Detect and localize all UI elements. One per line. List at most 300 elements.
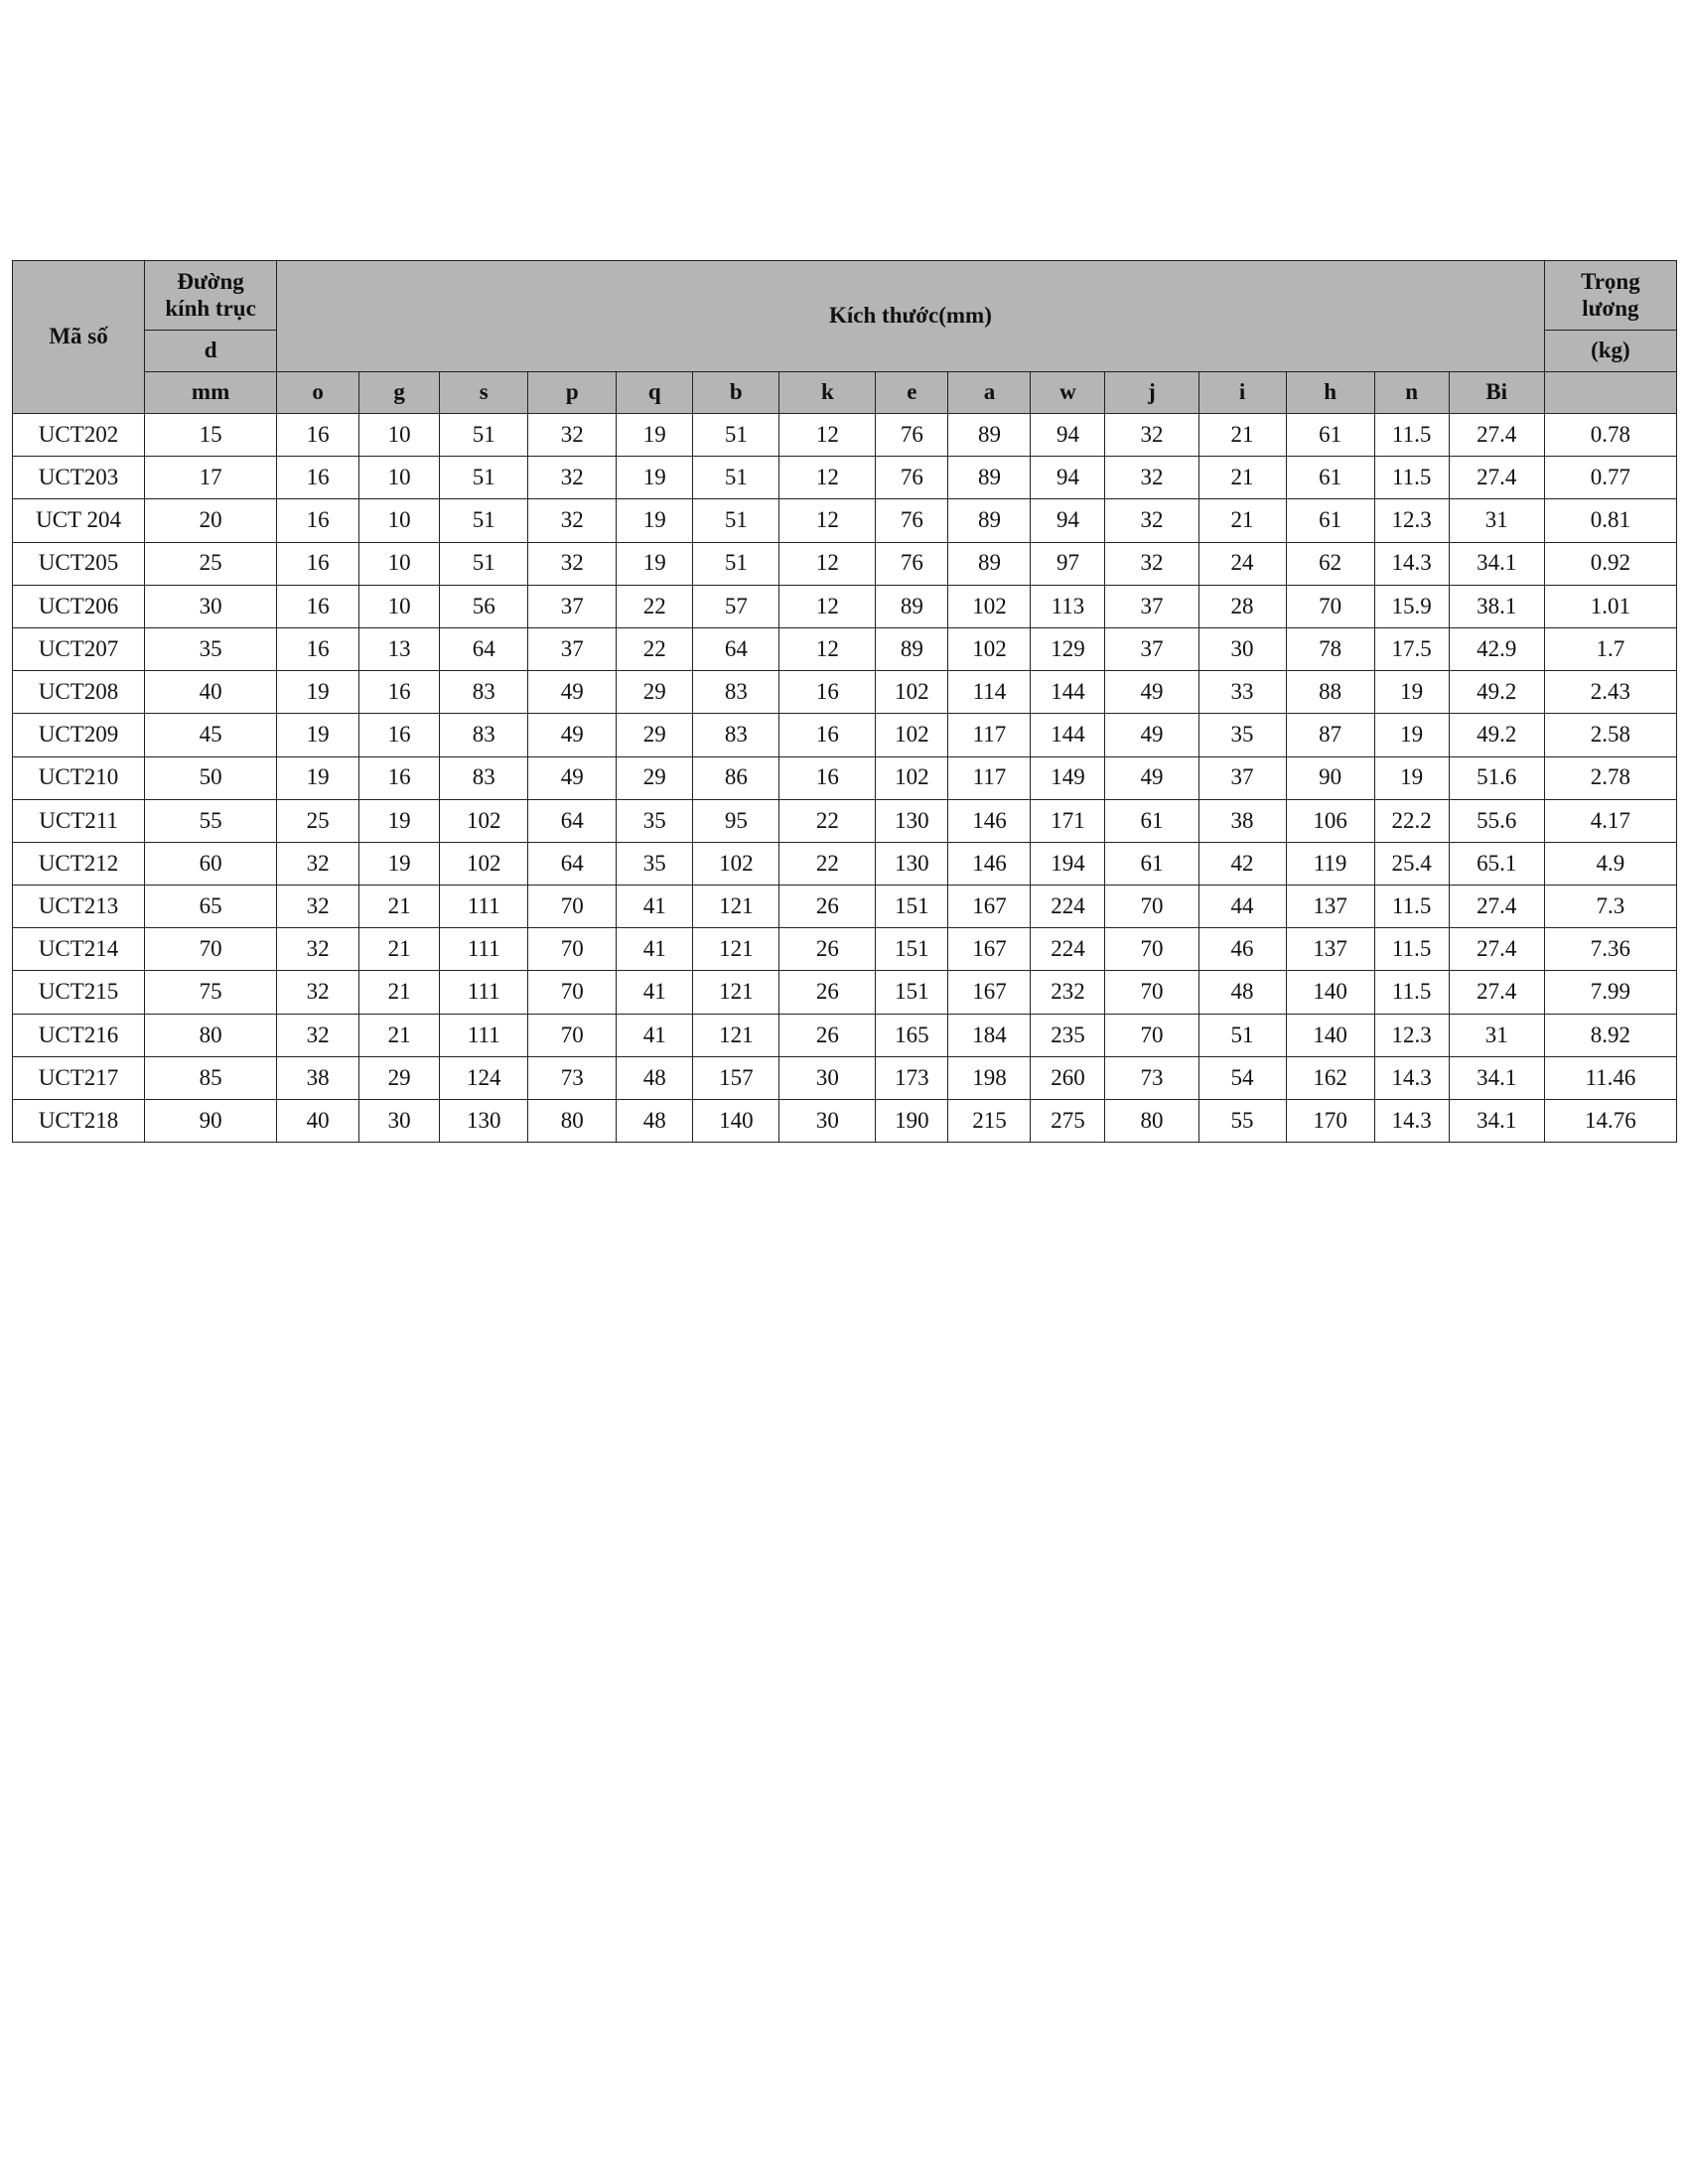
table-cell: 121 [693, 971, 779, 1014]
dimension-column-header: Bi [1449, 372, 1544, 414]
table-cell: 51 [440, 414, 528, 457]
product-code-cell: UCT209 [13, 714, 145, 756]
table-cell: 51 [693, 457, 779, 499]
table-cell: 48 [617, 1056, 693, 1099]
table-cell: 32 [1105, 414, 1198, 457]
table-cell: 80 [145, 1014, 277, 1056]
table-cell: 41 [617, 1014, 693, 1056]
table-cell: 19 [1374, 756, 1449, 799]
table-cell: 16 [779, 756, 876, 799]
table-cell: 102 [440, 842, 528, 885]
table-row [13, 1014, 1677, 1056]
shaft-header-line1: Đường [177, 269, 244, 295]
table-cell: 37 [1105, 585, 1198, 627]
table-cell: 32 [528, 457, 617, 499]
table-cell: 49.2 [1449, 671, 1544, 714]
table-cell: 16 [359, 714, 440, 756]
table-cell: 76 [876, 457, 948, 499]
table-cell: 64 [440, 627, 528, 670]
table-cell: 16 [277, 627, 359, 670]
table-cell: 27.4 [1449, 457, 1544, 499]
table-cell: 61 [1105, 799, 1198, 842]
table-cell: 51 [693, 414, 779, 457]
table-cell: 102 [876, 671, 948, 714]
table-cell: 19 [277, 671, 359, 714]
table-cell: 16 [277, 585, 359, 627]
table-cell: 16 [779, 671, 876, 714]
table-row [13, 627, 1677, 670]
table-cell: 14.3 [1374, 1100, 1449, 1143]
table-cell: 55 [145, 799, 277, 842]
product-code-cell: UCT212 [13, 842, 145, 885]
table-cell: 26 [779, 971, 876, 1014]
table-cell: 56 [440, 585, 528, 627]
table-cell: 32 [277, 886, 359, 928]
table-cell: 32 [1105, 457, 1198, 499]
table-cell: 32 [1105, 542, 1198, 585]
table-cell: 80 [528, 1100, 617, 1143]
dimension-column-header: o [277, 372, 359, 414]
table-cell: 0.81 [1544, 499, 1676, 542]
table-cell: 86 [693, 756, 779, 799]
table-cell: 8.92 [1544, 1014, 1676, 1056]
table-cell: 113 [1031, 585, 1105, 627]
table-cell: 11.5 [1374, 971, 1449, 1014]
table-cell: 32 [1105, 499, 1198, 542]
table-cell: 32 [528, 542, 617, 585]
table-cell: 21 [359, 1014, 440, 1056]
table-cell: 21 [359, 928, 440, 971]
table-cell: 38 [1198, 799, 1286, 842]
table-cell: 46 [1198, 928, 1286, 971]
table-cell: 10 [359, 585, 440, 627]
dimension-column-header: n [1374, 372, 1449, 414]
table-body [13, 414, 1677, 1143]
table-cell: 70 [1105, 886, 1198, 928]
table-cell: 16 [277, 457, 359, 499]
shaft-header-line2: kính trục [165, 295, 256, 321]
table-cell: 102 [948, 627, 1031, 670]
table-cell: 102 [876, 756, 948, 799]
table-row [13, 714, 1677, 756]
table-cell: 19 [617, 457, 693, 499]
table-cell: 62 [1286, 542, 1374, 585]
table-cell: 21 [1198, 414, 1286, 457]
table-cell: 70 [145, 928, 277, 971]
table-cell: 10 [359, 414, 440, 457]
table-cell: 12 [779, 499, 876, 542]
table-cell: 14.3 [1374, 1056, 1449, 1099]
table-cell: 19 [617, 499, 693, 542]
table-cell: 64 [528, 799, 617, 842]
table-cell: 70 [528, 928, 617, 971]
dimension-column-header: w [1031, 372, 1105, 414]
table-cell: 146 [948, 799, 1031, 842]
table-cell: 11.46 [1544, 1056, 1676, 1099]
table-cell: 44 [1198, 886, 1286, 928]
table-cell: 35 [617, 842, 693, 885]
table-cell: 151 [876, 928, 948, 971]
table-row [13, 542, 1677, 585]
table-cell: 173 [876, 1056, 948, 1099]
product-code-cell: UCT208 [13, 671, 145, 714]
table-cell: 198 [948, 1056, 1031, 1099]
table-cell: 37 [1105, 627, 1198, 670]
table-cell: 149 [1031, 756, 1105, 799]
table-cell: 17.5 [1374, 627, 1449, 670]
product-code-cell: UCT 204 [13, 499, 145, 542]
table-cell: 70 [1286, 585, 1374, 627]
table-cell: 89 [948, 457, 1031, 499]
product-code-cell: UCT214 [13, 928, 145, 971]
table-cell: 89 [948, 499, 1031, 542]
table-cell: 51 [693, 499, 779, 542]
table-row [13, 842, 1677, 885]
table-cell: 37 [1198, 756, 1286, 799]
table-cell: 34.1 [1449, 542, 1544, 585]
table-cell: 7.99 [1544, 971, 1676, 1014]
table-cell: 78 [1286, 627, 1374, 670]
table-cell: 51 [693, 542, 779, 585]
dimension-column-header: g [359, 372, 440, 414]
table-cell: 32 [528, 499, 617, 542]
weight-header-line2: lương [1582, 295, 1639, 321]
table-cell: 140 [1286, 1014, 1374, 1056]
table-row [13, 886, 1677, 928]
table-row [13, 414, 1677, 457]
table-cell: 24 [1198, 542, 1286, 585]
table-cell: 29 [359, 1056, 440, 1099]
table-cell: 111 [440, 971, 528, 1014]
table-cell: 76 [876, 414, 948, 457]
table-cell: 232 [1031, 971, 1105, 1014]
table-cell: 102 [876, 714, 948, 756]
table-cell: 17 [145, 457, 277, 499]
table-cell: 194 [1031, 842, 1105, 885]
table-cell: 121 [693, 928, 779, 971]
table-cell: 34.1 [1449, 1056, 1544, 1099]
table-cell: 30 [779, 1100, 876, 1143]
table-cell: 27.4 [1449, 971, 1544, 1014]
table-cell: 1.7 [1544, 627, 1676, 670]
table-cell: 54 [1198, 1056, 1286, 1099]
table-cell: 2.43 [1544, 671, 1676, 714]
table-cell: 35 [617, 799, 693, 842]
table-cell: 170 [1286, 1100, 1374, 1143]
table-cell: 89 [948, 414, 1031, 457]
shaft-symbol-header: d [145, 331, 277, 372]
table-row [13, 928, 1677, 971]
product-code-cell: UCT205 [13, 542, 145, 585]
table-cell: 144 [1031, 714, 1105, 756]
dimension-column-header: b [693, 372, 779, 414]
table-cell: 157 [693, 1056, 779, 1099]
table-cell: 137 [1286, 886, 1374, 928]
table-cell: 167 [948, 886, 1031, 928]
table-row [13, 499, 1677, 542]
table-cell: 19 [617, 542, 693, 585]
product-code-cell: UCT218 [13, 1100, 145, 1143]
table-cell: 65 [145, 886, 277, 928]
weight-header [1544, 261, 1676, 331]
table-cell: 184 [948, 1014, 1031, 1056]
table-cell: 22 [779, 842, 876, 885]
product-code-cell: UCT215 [13, 971, 145, 1014]
table-cell: 83 [440, 671, 528, 714]
table-row [13, 671, 1677, 714]
table-cell: 140 [1286, 971, 1374, 1014]
dimension-column-header: a [948, 372, 1031, 414]
table-cell: 89 [876, 585, 948, 627]
table-cell: 76 [876, 542, 948, 585]
table-cell: 83 [440, 714, 528, 756]
table-cell: 49 [1105, 714, 1198, 756]
table-row [13, 1100, 1677, 1143]
table-cell: 29 [617, 714, 693, 756]
table-cell: 10 [359, 542, 440, 585]
table-cell: 94 [1031, 457, 1105, 499]
table-cell: 151 [876, 971, 948, 1014]
table-cell: 33 [1198, 671, 1286, 714]
table-cell: 7.3 [1544, 886, 1676, 928]
table-cell: 97 [1031, 542, 1105, 585]
table-cell: 83 [693, 671, 779, 714]
table-cell: 61 [1286, 457, 1374, 499]
table-cell: 130 [876, 842, 948, 885]
bearing-spec-table [12, 260, 1677, 1143]
table-cell: 49.2 [1449, 714, 1544, 756]
table-cell: 224 [1031, 928, 1105, 971]
table-cell: 111 [440, 1014, 528, 1056]
table-cell: 25.4 [1374, 842, 1449, 885]
table-cell: 22 [779, 799, 876, 842]
product-code-cell: UCT217 [13, 1056, 145, 1099]
table-row [13, 1056, 1677, 1099]
table-cell: 57 [693, 585, 779, 627]
table-cell: 20 [145, 499, 277, 542]
table-cell: 11.5 [1374, 928, 1449, 971]
table-cell: 162 [1286, 1056, 1374, 1099]
table-cell: 55 [1198, 1100, 1286, 1143]
table-cell: 12 [779, 414, 876, 457]
table-header [13, 261, 1677, 414]
table-cell: 146 [948, 842, 1031, 885]
table-cell: 80 [1105, 1100, 1198, 1143]
table-cell: 26 [779, 1014, 876, 1056]
table-cell: 27.4 [1449, 414, 1544, 457]
table-cell: 165 [876, 1014, 948, 1056]
table-cell: 70 [1105, 928, 1198, 971]
table-cell: 117 [948, 714, 1031, 756]
table-cell: 21 [359, 971, 440, 1014]
weight-header-line1: Trọng [1581, 269, 1640, 295]
table-cell: 94 [1031, 414, 1105, 457]
table-cell: 48 [1198, 971, 1286, 1014]
dimension-column-header: k [779, 372, 876, 414]
table-cell: 19 [1374, 671, 1449, 714]
table-cell: 64 [528, 842, 617, 885]
table-cell: 19 [277, 714, 359, 756]
table-cell: 11.5 [1374, 457, 1449, 499]
table-cell: 32 [277, 928, 359, 971]
table-cell: 124 [440, 1056, 528, 1099]
table-cell: 31 [1449, 499, 1544, 542]
table-cell: 22 [617, 627, 693, 670]
table-cell: 7.36 [1544, 928, 1676, 971]
table-cell: 73 [1105, 1056, 1198, 1099]
table-cell: 190 [876, 1100, 948, 1143]
table-cell: 15.9 [1374, 585, 1449, 627]
table-cell: 215 [948, 1100, 1031, 1143]
dimension-column-header: j [1105, 372, 1198, 414]
table-cell: 51 [1198, 1014, 1286, 1056]
table-cell: 235 [1031, 1014, 1105, 1056]
table-cell: 11.5 [1374, 886, 1449, 928]
table-cell: 121 [693, 1014, 779, 1056]
table-cell: 19 [277, 756, 359, 799]
table-cell: 22 [617, 585, 693, 627]
table-cell: 19 [617, 414, 693, 457]
table-cell: 45 [145, 714, 277, 756]
table-cell: 4.9 [1544, 842, 1676, 885]
table-cell: 83 [693, 714, 779, 756]
table-cell: 70 [528, 1014, 617, 1056]
table-row [13, 457, 1677, 499]
table-cell: 42.9 [1449, 627, 1544, 670]
table-cell: 21 [1198, 499, 1286, 542]
table-cell: 27.4 [1449, 928, 1544, 971]
table-cell: 129 [1031, 627, 1105, 670]
table-cell: 51.6 [1449, 756, 1544, 799]
table-cell: 40 [277, 1100, 359, 1143]
shaft-diameter-header [145, 261, 277, 331]
table-cell: 51 [440, 542, 528, 585]
product-code-cell: UCT202 [13, 414, 145, 457]
dimension-columns-row [13, 372, 1677, 414]
table-cell: 12 [779, 585, 876, 627]
table-cell: 70 [1105, 1014, 1198, 1056]
table-cell: 95 [693, 799, 779, 842]
table-cell: 37 [528, 585, 617, 627]
dimension-column-header: h [1286, 372, 1374, 414]
table-cell: 50 [145, 756, 277, 799]
table-cell: 87 [1286, 714, 1374, 756]
table-cell: 32 [528, 414, 617, 457]
code-column-header: Mã số [13, 261, 145, 414]
dimension-column-header: s [440, 372, 528, 414]
table-cell: 38.1 [1449, 585, 1544, 627]
table-cell: 28 [1198, 585, 1286, 627]
table-cell: 106 [1286, 799, 1374, 842]
table-cell: 48 [617, 1100, 693, 1143]
table-cell: 10 [359, 457, 440, 499]
table-cell: 21 [1198, 457, 1286, 499]
table-cell: 14.76 [1544, 1100, 1676, 1143]
table-cell: 0.77 [1544, 457, 1676, 499]
table-cell: 32 [277, 842, 359, 885]
table-cell: 30 [359, 1100, 440, 1143]
table-cell: 130 [876, 799, 948, 842]
table-cell: 30 [145, 585, 277, 627]
table-cell: 121 [693, 886, 779, 928]
table-cell: 41 [617, 928, 693, 971]
table-cell: 32 [277, 971, 359, 1014]
table-cell: 61 [1286, 414, 1374, 457]
table-cell: 167 [948, 971, 1031, 1014]
table-cell: 4.17 [1544, 799, 1676, 842]
table-cell: 49 [1105, 671, 1198, 714]
table-cell: 130 [440, 1100, 528, 1143]
table-cell: 224 [1031, 886, 1105, 928]
table-cell: 12 [779, 627, 876, 670]
table-cell: 35 [1198, 714, 1286, 756]
table-cell: 140 [693, 1100, 779, 1143]
table-cell: 29 [617, 671, 693, 714]
weight-unit-header: (kg) [1544, 331, 1676, 372]
table-cell: 61 [1105, 842, 1198, 885]
table-cell: 111 [440, 886, 528, 928]
dimension-column-header: q [617, 372, 693, 414]
table-cell: 42 [1198, 842, 1286, 885]
table-cell: 12.3 [1374, 1014, 1449, 1056]
table-cell: 0.78 [1544, 414, 1676, 457]
table-cell: 10 [359, 499, 440, 542]
table-cell: 75 [145, 971, 277, 1014]
table-cell: 30 [779, 1056, 876, 1099]
table-row [13, 971, 1677, 1014]
table-cell: 49 [1105, 756, 1198, 799]
table-cell: 11.5 [1374, 414, 1449, 457]
table-cell: 35 [145, 627, 277, 670]
table-cell: 12.3 [1374, 499, 1449, 542]
table-cell: 16 [277, 499, 359, 542]
table-cell: 55.6 [1449, 799, 1544, 842]
table-cell: 27.4 [1449, 886, 1544, 928]
table-cell: 15 [145, 414, 277, 457]
table-cell: 70 [528, 886, 617, 928]
table-cell: 275 [1031, 1100, 1105, 1143]
table-cell: 89 [876, 627, 948, 670]
table-cell: 49 [528, 671, 617, 714]
table-cell: 102 [440, 799, 528, 842]
dimension-column-header: i [1198, 372, 1286, 414]
weight-blank-header [1544, 372, 1676, 414]
table-cell: 1.01 [1544, 585, 1676, 627]
table-cell: 114 [948, 671, 1031, 714]
table-cell: 26 [779, 886, 876, 928]
table-cell: 13 [359, 627, 440, 670]
dimension-column-header: p [528, 372, 617, 414]
table-row [13, 756, 1677, 799]
table-cell: 32 [277, 1014, 359, 1056]
product-code-cell: UCT203 [13, 457, 145, 499]
table-cell: 49 [528, 756, 617, 799]
product-code-cell: UCT210 [13, 756, 145, 799]
table-cell: 41 [617, 971, 693, 1014]
table-cell: 144 [1031, 671, 1105, 714]
product-code-cell: UCT216 [13, 1014, 145, 1056]
table-cell: 16 [779, 714, 876, 756]
table-cell: 167 [948, 928, 1031, 971]
table-row [13, 585, 1677, 627]
table-cell: 29 [617, 756, 693, 799]
table-cell: 49 [528, 714, 617, 756]
table-cell: 137 [1286, 928, 1374, 971]
table-cell: 83 [440, 756, 528, 799]
table-cell: 16 [359, 756, 440, 799]
table-cell: 151 [876, 886, 948, 928]
table-cell: 90 [1286, 756, 1374, 799]
